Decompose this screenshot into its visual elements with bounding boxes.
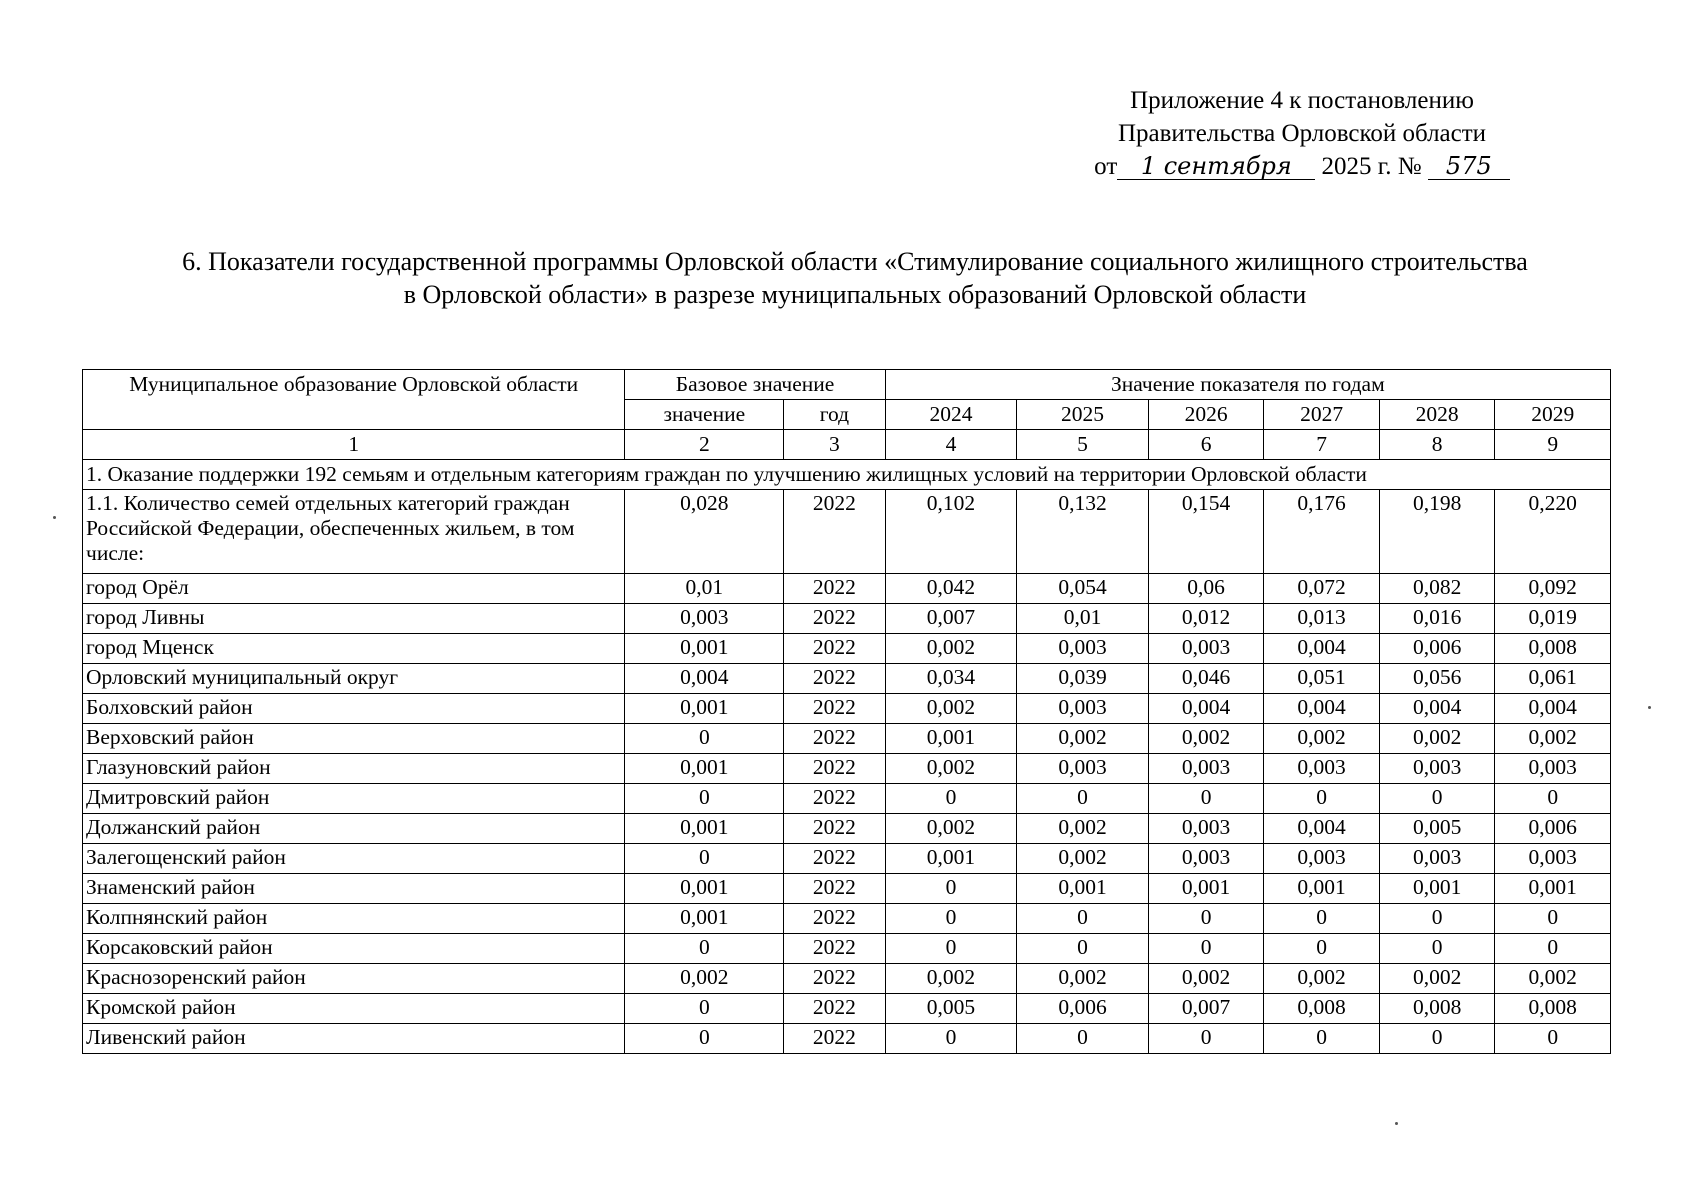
base-year-cell: 2022 (784, 814, 885, 844)
base-year-cell: 2022 (784, 844, 885, 874)
year-value-cell: 0 (1264, 784, 1380, 814)
year-value-cell: 0 (1148, 784, 1264, 814)
municipality-name: Залегощенский район (83, 844, 625, 874)
header-year-2026: 2026 (1148, 400, 1264, 430)
year-value-cell: 0,002 (885, 814, 1017, 844)
base-year-cell: 2022 (784, 634, 885, 664)
table-row (83, 934, 1611, 964)
year-value-cell: 0,002 (1264, 724, 1380, 754)
base-year-cell: 2022 (784, 874, 885, 904)
year-value-cell: 0,001 (885, 724, 1017, 754)
col-number: 2 (625, 430, 784, 460)
municipality-name: Болховский район (83, 694, 625, 724)
table-row (83, 874, 1611, 904)
year-value-cell: 0,002 (1017, 964, 1149, 994)
year-value-cell: 0,003 (1148, 814, 1264, 844)
year-value-cell: 0,002 (1017, 844, 1149, 874)
year-value-cell: 0,004 (1495, 694, 1611, 724)
year-value-cell: 0,003 (1017, 694, 1149, 724)
year-value-cell: 0,008 (1495, 634, 1611, 664)
municipality-name: Должанский район (83, 814, 625, 844)
header-value: значение (625, 400, 784, 430)
year-value-cell: 0,002 (885, 694, 1017, 724)
year-value-cell: 0,003 (1379, 754, 1495, 784)
base-value-cell: 0,004 (625, 664, 784, 694)
base-year-cell: 2022 (784, 934, 885, 964)
year-value-cell: 0,002 (885, 754, 1017, 784)
appendix-date-line (1042, 150, 1562, 183)
header-municipality: Муниципальное образование Орловской области (83, 370, 625, 430)
year-value-cell: 0,082 (1379, 574, 1495, 604)
header-row-1 (83, 370, 1611, 400)
year-value-cell: 0 (1148, 904, 1264, 934)
base-year-cell: 2022 (784, 574, 885, 604)
year-value-cell: 0 (885, 1024, 1017, 1054)
year-value-cell: 0,046 (1148, 664, 1264, 694)
year-value-cell: 0 (1495, 934, 1611, 964)
year-value-cell: 0,220 (1495, 490, 1611, 574)
title-line-2: в Орловской области» в разрезе муниципальных образований Орловской области (403, 280, 1307, 309)
year-value-cell: 0,002 (1017, 814, 1149, 844)
header-values-by-years: Значение показателя по годам (885, 370, 1610, 400)
header-year-2025: 2025 (1017, 400, 1149, 430)
municipality-name: Ливенский район (83, 1024, 625, 1054)
year-value-cell: 0,034 (885, 664, 1017, 694)
year-value-cell: 0 (885, 934, 1017, 964)
base-value-cell: 0,001 (625, 694, 784, 724)
year-value-cell: 0,007 (885, 604, 1017, 634)
municipality-name: город Орёл (83, 574, 625, 604)
base-value-cell: 0,001 (625, 754, 784, 784)
year-value-cell: 0,004 (1264, 814, 1380, 844)
year-value-cell: 0 (1379, 934, 1495, 964)
year-value-cell: 0,003 (1017, 754, 1149, 784)
section-title: 1. Оказание поддержки 192 семьям и отдельным категориям граждан по улучшению жилищных условий на территории Орловской области (83, 460, 1611, 490)
year-value-cell: 0 (1379, 784, 1495, 814)
year-value-cell: 0 (1264, 1024, 1380, 1054)
table-row (83, 964, 1611, 994)
base-value-cell: 0 (625, 1024, 784, 1054)
col-number: 9 (1495, 430, 1611, 460)
year-value-cell: 0,006 (1379, 634, 1495, 664)
year-value-cell: 0 (885, 784, 1017, 814)
year-value-cell: 0,007 (1148, 994, 1264, 1024)
year-value-cell: 0,176 (1264, 490, 1380, 574)
year-value-cell: 0,002 (1148, 964, 1264, 994)
table-row (83, 904, 1611, 934)
appendix-year: 2025 г. № (1321, 153, 1422, 180)
year-value-cell: 0,01 (1017, 604, 1149, 634)
year-value-cell: 0,001 (885, 844, 1017, 874)
year-value-cell: 0,06 (1148, 574, 1264, 604)
table-row (83, 634, 1611, 664)
year-value-cell: 0,002 (1495, 964, 1611, 994)
municipality-name: Знаменский район (83, 874, 625, 904)
year-value-cell: 0,003 (1148, 844, 1264, 874)
year-value-cell: 0,001 (1379, 874, 1495, 904)
year-value-cell: 0,056 (1379, 664, 1495, 694)
table-row (83, 664, 1611, 694)
base-value-cell: 0,001 (625, 874, 784, 904)
year-value-cell: 0,003 (1148, 754, 1264, 784)
year-value-cell: 0 (1148, 934, 1264, 964)
col-number: 7 (1264, 430, 1380, 460)
table-row (83, 844, 1611, 874)
municipality-name: Краснозоренский район (83, 964, 625, 994)
scan-speck (1648, 706, 1651, 709)
year-value-cell: 0,002 (1495, 724, 1611, 754)
base-year-cell: 2022 (784, 604, 885, 634)
base-value-cell: 0,001 (625, 814, 784, 844)
base-year-cell: 2022 (784, 1024, 885, 1054)
base-year-cell: 2022 (784, 664, 885, 694)
year-value-cell: 0,154 (1148, 490, 1264, 574)
table-row (83, 604, 1611, 634)
column-numbers-row (83, 430, 1611, 460)
year-value-cell: 0,002 (885, 634, 1017, 664)
year-value-cell: 0 (1148, 1024, 1264, 1054)
year-value-cell: 0,002 (1264, 964, 1380, 994)
indicators-table (82, 369, 1611, 1054)
municipality-name: город Мценск (83, 634, 625, 664)
year-value-cell: 0,051 (1264, 664, 1380, 694)
year-value-cell: 0,003 (1495, 844, 1611, 874)
table-row (83, 490, 1611, 574)
base-year-cell: 2022 (784, 784, 885, 814)
appendix-line-1: Приложение 4 к постановлению (1130, 87, 1474, 114)
year-value-cell: 0,002 (1017, 724, 1149, 754)
appendix-prefix: от (1094, 153, 1118, 180)
year-value-cell: 0,001 (1017, 874, 1149, 904)
year-value-cell: 0,004 (1148, 694, 1264, 724)
year-value-cell: 0,008 (1379, 994, 1495, 1024)
year-value-cell: 0,004 (1379, 694, 1495, 724)
col-number: 5 (1017, 430, 1149, 460)
municipality-name: Дмитровский район (83, 784, 625, 814)
col-number: 4 (885, 430, 1017, 460)
municipality-name: Глазуновский район (83, 754, 625, 784)
col-number: 1 (83, 430, 625, 460)
base-value-cell: 0,001 (625, 904, 784, 934)
year-value-cell: 0,003 (1017, 634, 1149, 664)
year-value-cell: 0 (1017, 934, 1149, 964)
base-value-cell: 0 (625, 784, 784, 814)
table-row (83, 724, 1611, 754)
base-year-cell: 2022 (784, 694, 885, 724)
col-number: 6 (1148, 430, 1264, 460)
base-value-cell: 0,002 (625, 964, 784, 994)
base-year-cell: 2022 (784, 994, 885, 1024)
year-value-cell: 0,008 (1495, 994, 1611, 1024)
base-value-cell: 0,01 (625, 574, 784, 604)
table-row (83, 1024, 1611, 1054)
base-year-cell: 2022 (784, 904, 885, 934)
year-value-cell: 0,003 (1495, 754, 1611, 784)
year-value-cell: 0,102 (885, 490, 1017, 574)
year-value-cell: 0 (885, 904, 1017, 934)
year-value-cell: 0,019 (1495, 604, 1611, 634)
year-value-cell: 0,198 (1379, 490, 1495, 574)
year-value-cell: 0,042 (885, 574, 1017, 604)
year-value-cell: 0 (1379, 1024, 1495, 1054)
header-year-2029: 2029 (1495, 400, 1611, 430)
base-value-cell: 0 (625, 724, 784, 754)
year-value-cell: 0 (885, 874, 1017, 904)
year-value-cell: 0,005 (1379, 814, 1495, 844)
base-year-cell: 2022 (784, 754, 885, 784)
table-row (83, 994, 1611, 1024)
year-value-cell: 0,002 (1379, 724, 1495, 754)
year-value-cell: 0,006 (1495, 814, 1611, 844)
section-row (83, 460, 1611, 490)
year-value-cell: 0 (1017, 904, 1149, 934)
header-year: год (784, 400, 885, 430)
year-value-cell: 0,132 (1017, 490, 1149, 574)
document-title (60, 245, 1650, 311)
header-year-2028: 2028 (1379, 400, 1495, 430)
municipality-name: 1.1. Количество семей отдельных категорий граждан Российской Федерации, обеспеченных жильем, в том числе: (83, 490, 625, 574)
municipality-name: город Ливны (83, 604, 625, 634)
municipality-name: Верховский район (83, 724, 625, 754)
year-value-cell: 0,004 (1264, 694, 1380, 724)
year-value-cell: 0,061 (1495, 664, 1611, 694)
year-value-cell: 0,001 (1495, 874, 1611, 904)
base-value-cell: 0 (625, 844, 784, 874)
year-value-cell: 0 (1495, 904, 1611, 934)
base-year-cell: 2022 (784, 964, 885, 994)
year-value-cell: 0,039 (1017, 664, 1149, 694)
year-value-cell: 0 (1495, 784, 1611, 814)
header-year-2027: 2027 (1264, 400, 1380, 430)
year-value-cell: 0,002 (1148, 724, 1264, 754)
header-year-2024: 2024 (885, 400, 1017, 430)
year-value-cell: 0 (1017, 784, 1149, 814)
year-value-cell: 0 (1264, 934, 1380, 964)
municipality-name: Корсаковский район (83, 934, 625, 964)
scan-speck (53, 516, 56, 519)
year-value-cell: 0 (1495, 1024, 1611, 1054)
year-value-cell: 0,002 (885, 964, 1017, 994)
year-value-cell: 0,004 (1264, 634, 1380, 664)
table-row (83, 784, 1611, 814)
year-value-cell: 0,016 (1379, 604, 1495, 634)
year-value-cell: 0,002 (1379, 964, 1495, 994)
year-value-cell: 0,003 (1379, 844, 1495, 874)
title-line-1: 6. Показатели государственной программы Орловской области «Стимулирование социального жилищного строительства (182, 247, 1528, 276)
header-base-value: Базовое значение (625, 370, 885, 400)
scan-speck (1395, 1122, 1398, 1125)
base-value-cell: 0,001 (625, 634, 784, 664)
base-year-cell: 2022 (784, 724, 885, 754)
year-value-cell: 0,054 (1017, 574, 1149, 604)
year-value-cell: 0 (1379, 904, 1495, 934)
base-value-cell: 0,003 (625, 604, 784, 634)
year-value-cell: 0,001 (1264, 874, 1380, 904)
handwritten-number: 575 (1428, 153, 1510, 180)
base-value-cell: 0,028 (625, 490, 784, 574)
year-value-cell: 0,092 (1495, 574, 1611, 604)
table-row (83, 814, 1611, 844)
appendix-header (1042, 84, 1562, 183)
year-value-cell: 0,001 (1148, 874, 1264, 904)
year-value-cell: 0,005 (885, 994, 1017, 1024)
handwritten-date: 1 сентября (1117, 153, 1315, 180)
year-value-cell: 0,003 (1264, 754, 1380, 784)
year-value-cell: 0,012 (1148, 604, 1264, 634)
col-number: 8 (1379, 430, 1495, 460)
base-year-cell: 2022 (784, 490, 885, 574)
municipality-name: Орловский муниципальный округ (83, 664, 625, 694)
table-row (83, 754, 1611, 784)
table-row (83, 574, 1611, 604)
table-body (83, 370, 1611, 1054)
base-value-cell: 0 (625, 994, 784, 1024)
year-value-cell: 0,006 (1017, 994, 1149, 1024)
year-value-cell: 0,003 (1264, 844, 1380, 874)
col-number: 3 (784, 430, 885, 460)
municipality-name: Колпнянский район (83, 904, 625, 934)
year-value-cell: 0 (1017, 1024, 1149, 1054)
municipality-name: Кромской район (83, 994, 625, 1024)
year-value-cell: 0,013 (1264, 604, 1380, 634)
base-value-cell: 0 (625, 934, 784, 964)
table-row (83, 694, 1611, 724)
year-value-cell: 0,008 (1264, 994, 1380, 1024)
year-value-cell: 0 (1264, 904, 1380, 934)
year-value-cell: 0,003 (1148, 634, 1264, 664)
appendix-line-2: Правительства Орловской области (1117, 120, 1487, 147)
year-value-cell: 0,072 (1264, 574, 1380, 604)
